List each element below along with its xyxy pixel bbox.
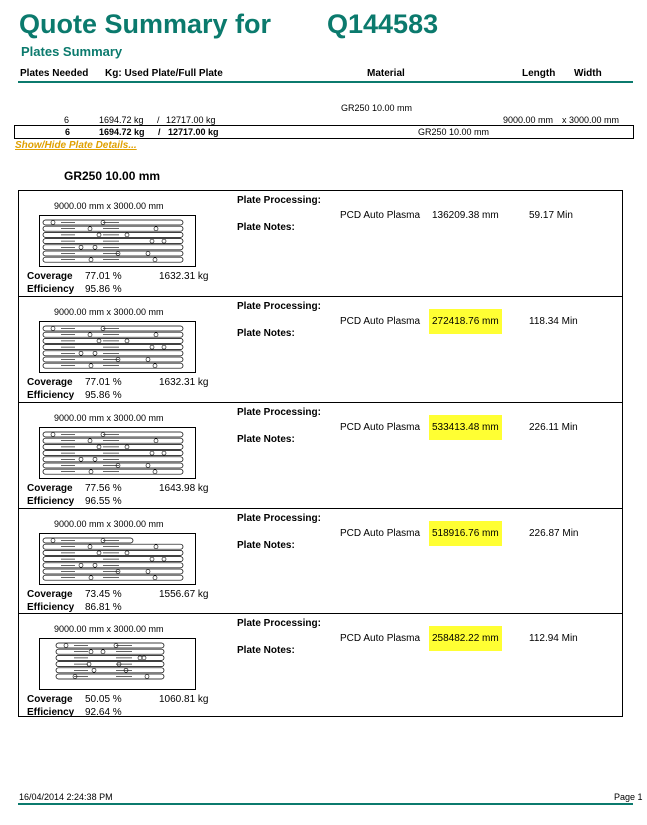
efficiency-value: 86.81 % (85, 602, 122, 613)
cut-length: 258482.22 mm (429, 626, 502, 651)
cut-length: 533413.48 mm (429, 415, 502, 440)
processing-time: 226.87 Min (529, 528, 579, 539)
summary-x: x (562, 115, 567, 125)
process-type: PCD Auto Plasma (340, 210, 421, 221)
col-material: Material (367, 68, 405, 79)
plate-size: 9000.00 mm x 3000.00 mm (54, 413, 164, 423)
plate-processing-label: Plate Processing: (237, 301, 321, 312)
plates-summary-subtitle: Plates Summary (21, 44, 123, 59)
col-width: Width (574, 68, 602, 79)
process-type: PCD Auto Plasma (340, 633, 421, 644)
plate-size: 9000.00 mm x 3000.00 mm (54, 201, 164, 211)
plate-weight: 1632.31 kg (159, 271, 209, 282)
footer-rule (18, 803, 633, 805)
efficiency-value: 96.55 % (85, 496, 122, 507)
plate-size: 9000.00 mm x 3000.00 mm (54, 624, 164, 634)
summary-full-kg: 12717.00 kg (166, 115, 216, 125)
plate-detail (18, 296, 623, 403)
col-plates-needed: Plates Needed (20, 68, 89, 79)
coverage-value: 77.01 % (85, 271, 122, 282)
processing-time: 226.11 Min (529, 422, 578, 433)
processing-time: 59.17 Min (529, 210, 573, 221)
efficiency-value: 92.64 % (85, 707, 122, 718)
process-type: PCD Auto Plasma (340, 316, 421, 327)
plate-notes-label: Plate Notes: (237, 540, 295, 551)
cut-length: 518916.76 mm (429, 521, 502, 546)
plate-processing-label: Plate Processing: (237, 195, 321, 206)
plate-processing-label: Plate Processing: (237, 513, 321, 524)
total-sep: / (158, 127, 161, 137)
coverage-label: Coverage (27, 694, 73, 705)
footer-page-number: Page 1 (614, 792, 643, 802)
plate-weight: 1643.98 kg (159, 483, 209, 494)
summary-sep: / (157, 115, 160, 125)
plate-weight: 1060.81 kg (159, 694, 209, 705)
plate-notes-label: Plate Notes: (237, 328, 295, 339)
summary-plates: 6 (64, 115, 70, 125)
efficiency-label: Efficiency (27, 390, 75, 401)
plate-detail (18, 190, 623, 297)
quote-number: Q144583 (327, 9, 439, 39)
cut-length: 136209.38 mm (432, 210, 499, 221)
nesting-diagram (39, 427, 196, 479)
efficiency-label: Efficiency (27, 707, 75, 718)
efficiency-label: Efficiency (27, 284, 75, 295)
material-section-title: GR250 10.00 mm (64, 169, 161, 183)
summary-material: GR250 10.00 mm (341, 103, 413, 113)
summary-width: 3000.00 mm (569, 115, 620, 125)
plate-notes-label: Plate Notes: (237, 645, 295, 656)
plate-detail (18, 613, 623, 717)
coverage-label: Coverage (27, 483, 73, 494)
coverage-label: Coverage (27, 271, 73, 282)
coverage-value: 77.56 % (85, 483, 122, 494)
coverage-value: 73.45 % (85, 589, 122, 600)
total-full-kg: 12717.00 kg (168, 127, 219, 137)
efficiency-label: Efficiency (27, 602, 75, 613)
nesting-diagram (39, 215, 196, 267)
plate-detail (18, 508, 623, 614)
header-rule (18, 81, 633, 83)
processing-time: 118.34 Min (529, 316, 578, 327)
coverage-value: 50.05 % (85, 694, 122, 705)
plate-notes-label: Plate Notes: (237, 222, 295, 233)
nesting-diagram (39, 533, 196, 585)
coverage-label: Coverage (27, 377, 73, 388)
show-hide-plate-details-link[interactable]: Show/Hide Plate Details... (15, 140, 137, 151)
plate-detail (18, 402, 623, 509)
total-used-kg: 1694.72 kg (99, 127, 145, 137)
process-type: PCD Auto Plasma (340, 422, 421, 433)
summary-length: 9000.00 mm (503, 115, 554, 125)
efficiency-value: 95.86 % (85, 284, 122, 295)
report-title: Quote Summary for (19, 9, 272, 39)
nesting-diagram (39, 638, 196, 690)
coverage-value: 77.01 % (85, 377, 122, 388)
plate-notes-label: Plate Notes: (237, 434, 295, 445)
col-length: Length (522, 68, 556, 79)
plate-processing-label: Plate Processing: (237, 407, 321, 418)
plate-weight: 1556.67 kg (159, 589, 209, 600)
summary-used-kg: 1694.72 kg (99, 115, 144, 125)
plate-size: 9000.00 mm x 3000.00 mm (54, 307, 164, 317)
process-type: PCD Auto Plasma (340, 528, 421, 539)
plate-processing-label: Plate Processing: (237, 618, 321, 629)
coverage-label: Coverage (27, 589, 73, 600)
total-plates: 6 (65, 127, 71, 137)
col-kg: Kg: Used Plate/Full Plate (105, 68, 223, 79)
plate-weight: 1632.31 kg (159, 377, 209, 388)
total-material: GR250 10.00 mm (418, 127, 490, 137)
plate-size: 9000.00 mm x 3000.00 mm (54, 519, 164, 529)
efficiency-label: Efficiency (27, 496, 75, 507)
cut-length: 272418.76 mm (429, 309, 502, 334)
processing-time: 112.94 Min (529, 633, 578, 644)
footer-timestamp: 16/04/2014 2:24:38 PM (19, 792, 113, 802)
nesting-diagram (39, 321, 196, 373)
efficiency-value: 95.86 % (85, 390, 122, 401)
